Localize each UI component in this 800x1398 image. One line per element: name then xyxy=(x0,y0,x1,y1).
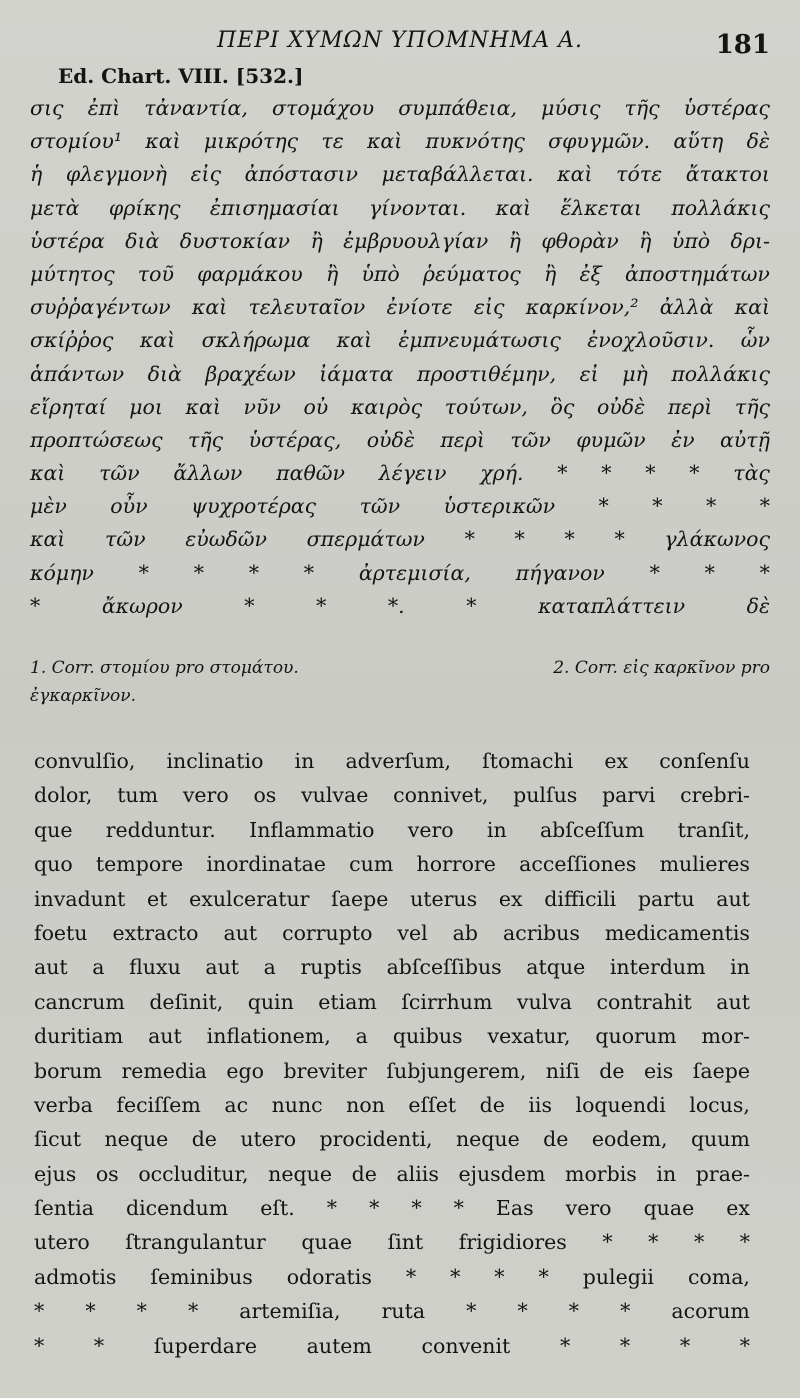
greek-text-line: εἴρηταί μοι καὶ νῦν οὐ καιρὸς τούτων, ὃς οὐδὲ περὶ τῆς xyxy=(30,394,770,419)
edition-reference: Ed. Chart. VIII. [532.] xyxy=(58,64,304,88)
latin-text-line: convulſio, inclinatio in adverſum, ſtomachi ex conſenſu xyxy=(34,749,750,773)
latin-text-line: admotis ſeminibus odoratis * * * * pulegii coma, xyxy=(34,1264,750,1289)
latin-text-line: dolor, tum vero os vulvae connivet, pulſus parvi crebri- xyxy=(34,783,750,808)
latin-text-line: invadunt et exulceratur ſaepe uterus ex difficili partu aut xyxy=(34,886,750,911)
latin-text-line: quo tempore inordinatae cum horrore acceſſiones mulieres xyxy=(34,852,750,877)
greek-text-line: ἁπάντων διὰ βραχέων ἰάματα προστιθέμην, εἰ μὴ πολλάκις xyxy=(30,361,770,386)
greek-text-line: μὲν οὖν ψυχροτέρας τῶν ὑστερικῶν * * * * xyxy=(30,494,770,519)
latin-text-block xyxy=(34,744,750,1363)
greek-text-line: σκίῤῥος καὶ σκλήρωμα καὶ ἐμπνευμάτωσις ἐνοχλοῦσιν. ὧν xyxy=(30,328,770,353)
latin-text-line: * * * * artemiſia, ruta * * * * acorum xyxy=(34,1299,750,1324)
latin-text-line: borum remedia ego breviter ſubjungerem, niſi de eis ſaepe xyxy=(34,1058,750,1083)
latin-text-line: duritiam aut inflationem, a quibus vexatur, quorum mor- xyxy=(34,1024,750,1049)
greek-text-line: προπτώσεως τῆς ὑστέρας, οὐδὲ περὶ τῶν φυμῶν ἐν αὐτῇ xyxy=(30,427,770,452)
greek-text-line: στομίου¹ καὶ μικρότης τε καὶ πυκνότης σφυγμῶν. αὕτη δὲ xyxy=(30,129,770,154)
greek-text-line: συῤῥαγέντων καὶ τελευταῖον ἐνίοτε εἰς καρκίνον,² ἀλλὰ καὶ xyxy=(30,295,770,320)
greek-text-line: καὶ τῶν ἄλλων παθῶν λέγειν χρή. * * * * τὰς xyxy=(30,461,770,486)
footnote-2: 2. Corr. εἰς καρκῖνον pro xyxy=(553,658,770,678)
greek-text-block xyxy=(30,92,770,623)
running-title: ΠΕΡΙ ΧΥΜΩΝ ΥΠΟΜΝΗΜΑ Α. xyxy=(217,28,583,53)
footnote-2-continuation: ἐγκαρκῖνον. xyxy=(30,686,137,706)
footnote-1: 1. Corr. στομίου pro στομάτου. xyxy=(30,658,299,678)
latin-text-line: foetu extracto aut corrupto vel ab acribus medicamentis xyxy=(34,920,750,945)
latin-text-line: * * ſuperdare autem convenit * * * * xyxy=(34,1333,750,1358)
footnotes xyxy=(30,654,770,710)
greek-text-line: μετὰ φρίκης ἐπισημασίαι γίνονται. καὶ ἕλκεται πολλάκις xyxy=(30,195,770,220)
greek-text-line: σις ἐπὶ τἀναντία, στομάχου συμπάθεια, μύσις τῆς ὑστέρας xyxy=(30,96,770,120)
greek-text-line: καὶ τῶν εὐωδῶν σπερμάτων * * * * γλάκωνος xyxy=(30,527,770,552)
latin-text-line: utero ſtrangulantur quae ſint frigidiores * * * * xyxy=(34,1230,750,1255)
greek-text-line: ἡ φλεγμονὴ εἰς ἀπόστασιν μεταβάλλεται. καὶ τότε ἄτακτοι xyxy=(30,162,770,187)
latin-text-line: que redduntur. Inflammatio vero in abſceſſum tranſit, xyxy=(34,817,750,842)
page-number: 181 xyxy=(715,30,770,60)
latin-text-line: verba feciſſem ac nunc non eſſet de iis loquendi locus, xyxy=(34,1092,750,1117)
greek-text-line: * ἄκωρον * * *. * καταπλάττειν δὲ xyxy=(30,593,770,618)
latin-text-line: aut a fluxu aut a ruptis abſceſſibus atque interdum in xyxy=(34,955,750,980)
latin-text-line: ſicut neque de utero procidenti, neque de eodem, quum xyxy=(34,1127,750,1152)
greek-text-line: μύτητος τοῦ φαρμάκου ἢ ὑπὸ ῥεύματος ἢ ἐξ ἀποστημάτων xyxy=(30,261,770,286)
greek-text-line: κόμην * * * * ἀρτεμισία, πήγανον * * * xyxy=(30,560,770,585)
latin-text-line: ſentia dicendum eſt. * * * * Eas vero quae ex xyxy=(34,1196,750,1221)
latin-text-line: ejus os occluditur, neque de aliis ejusdem morbis in prae- xyxy=(34,1161,750,1186)
latin-text-line: cancrum deſinit, quin etiam ſcirrhum vulva contrahit aut xyxy=(34,989,750,1014)
greek-text-line: ὑστέρα διὰ δυστοκίαν ἢ ἐμβρυουλγίαν ἢ φθορὰν ἢ ὑπὸ δρι- xyxy=(30,228,770,253)
